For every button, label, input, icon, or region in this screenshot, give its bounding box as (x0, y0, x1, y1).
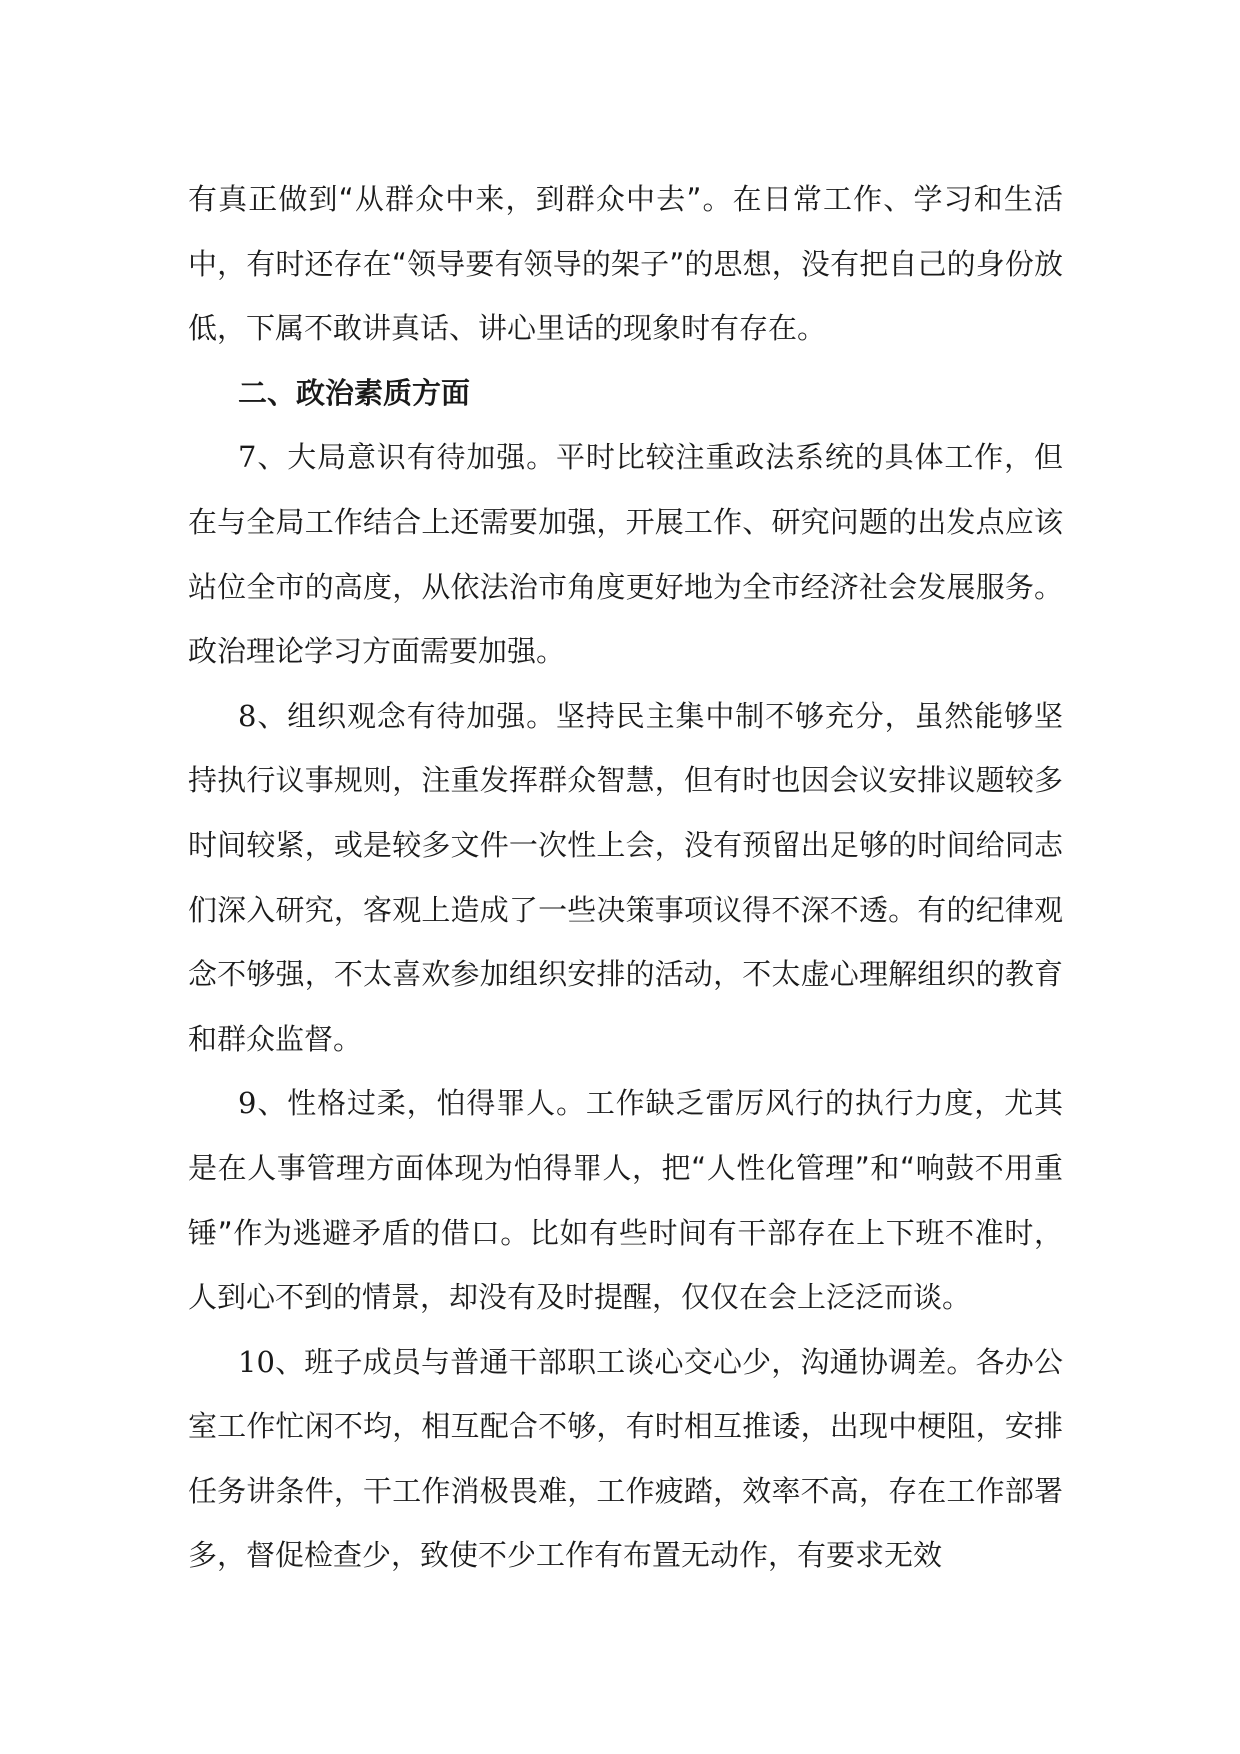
item-9-number: 9 (238, 1086, 257, 1121)
item-9 (188, 1071, 1063, 1329)
item-9-text: 、性格过柔，怕得罪人。工作缺乏雷厉风行的执行力度，尤其是在人事管理方面体现为怕得罪人，把“人性化管理”和“响鼓不用重锤”作为逃避矛盾的借口。比如有些时间有干部存在上下班不准时，人到心不到的情景，却没有及时提醒，仅仅在会上泛泛而谈。 (188, 1086, 1063, 1315)
item-7-text: 、大局意识有待加强。平时比较注重政法系统的具体工作，但在与全局工作结合上还需要加强，开展工作、研究问题的出发点应该站位全市的高度，从依法治市角度更好地为全市经济社会发展服务。政治理论学习方面需要加强。 (188, 440, 1063, 669)
document-body (188, 167, 1063, 1588)
item-10-number: 10 (238, 1344, 275, 1379)
item-10-text: 、班子成员与普通干部职工谈心交心少，沟通协调差。各办公室工作忙闲不均，相互配合不够，有时相互推诿，出现中梗阻，安排任务讲条件，干工作消极畏难，工作疲踏，效率不高，存在工作部署多，督促检查少，致使不少工作有布置无动作，有要求无效 (188, 1344, 1063, 1573)
item-7-number: 7 (238, 440, 257, 475)
item-10 (188, 1330, 1063, 1588)
paragraph-continuation: 有真正做到“从群众中来，到群众中去”。在日常工作、学习和生活中，有时还存在“领导要有领导的架子”的思想，没有把自己的身份放低，下属不敢讲真话、讲心里话的现象时有存在。 (188, 182, 1063, 346)
item-8-number: 8 (238, 698, 257, 733)
section-heading: 二、政治素质方面 (238, 375, 471, 410)
item-8-text: 、组织观念有待加强。坚持民主集中制不够充分，虽然能够坚持执行议事规则，注重发挥群众智慧，但有时也因会议安排议题较多时间较紧，或是较多文件一次性上会，没有预留出足够的时间给同志们深入研究，客观上造成了一些决策事项议得不深不透。有的纪律观念不够强，不太喜欢参加组织安排的活动，不太虚心理解组织的教育和群众监督。 (188, 698, 1063, 1056)
item-7 (188, 425, 1063, 683)
item-8 (188, 684, 1063, 1072)
